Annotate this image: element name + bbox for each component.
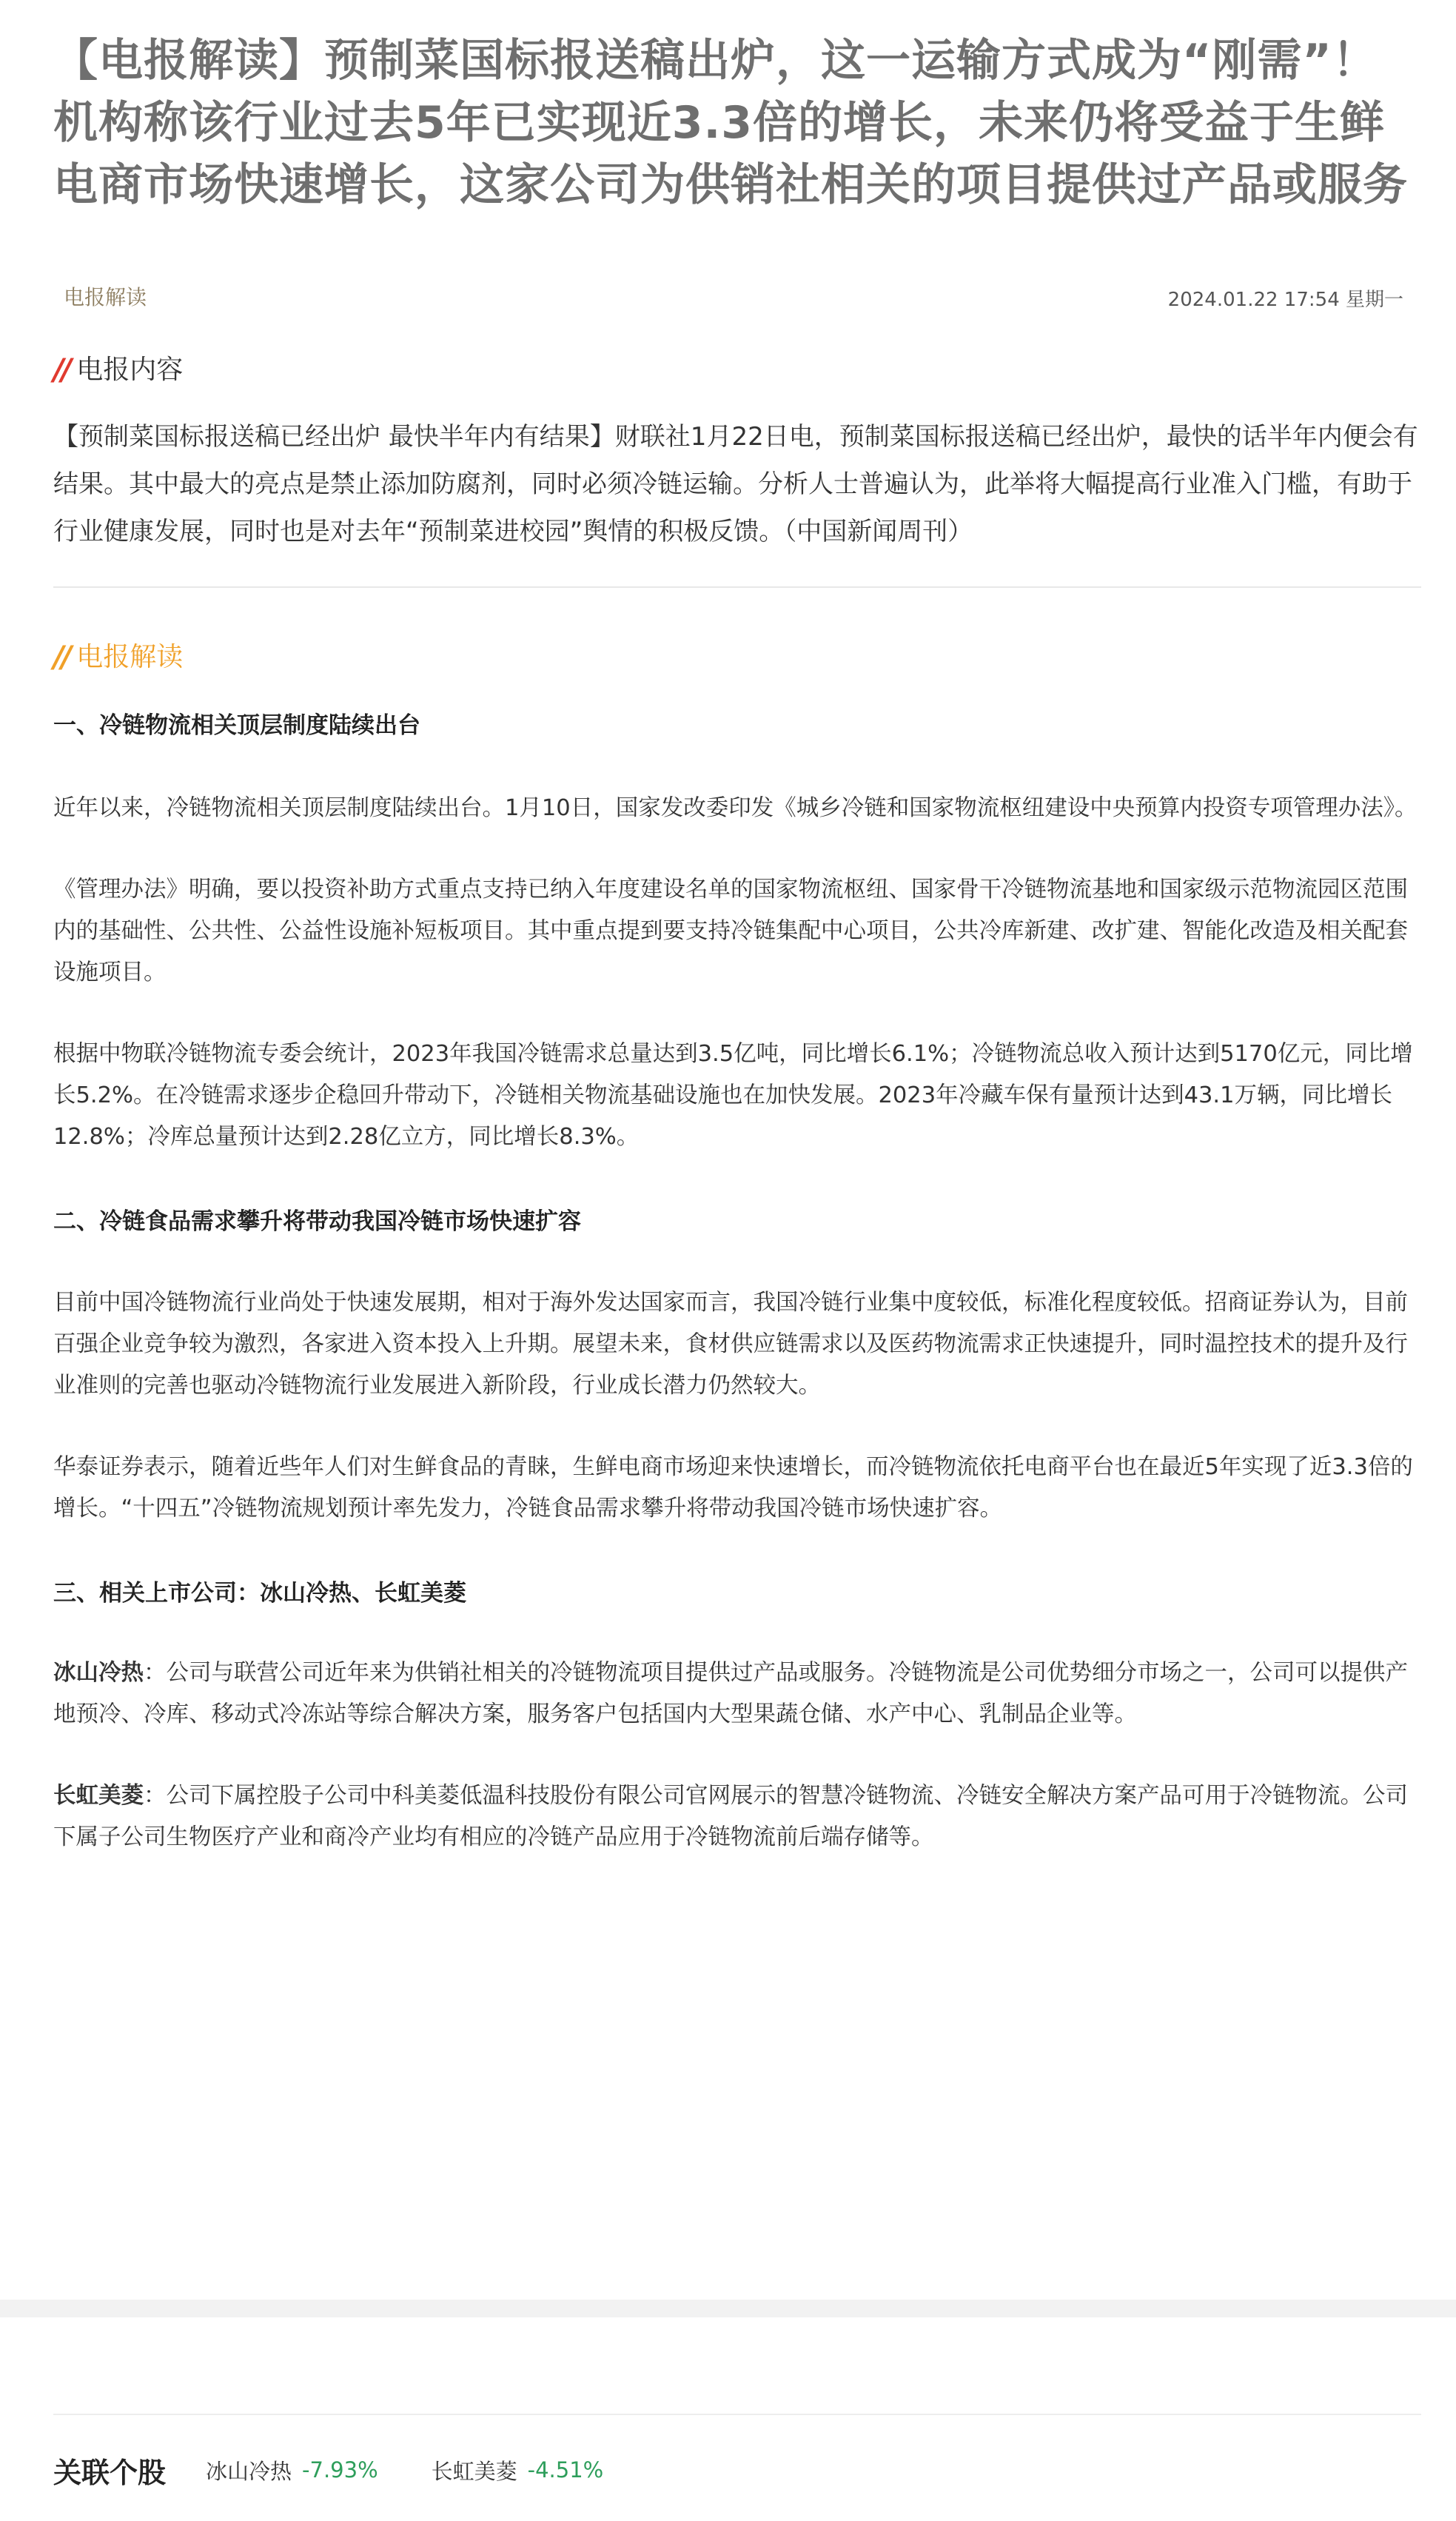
article-page — [53, 0, 1421, 1858]
analysis-section-heading — [53, 640, 1421, 675]
content-heading-text: 电报内容 — [76, 355, 184, 385]
category-tag[interactable]: 电报解读 — [64, 285, 147, 309]
company-meiling — [53, 1775, 1421, 1858]
stock-change: -7.93% — [302, 2457, 378, 2483]
company-bingshan — [53, 1653, 1421, 1735]
paragraph-5: 华泰证券表示，随着近些年人们对生鲜食品的青睐，生鲜电商市场迎来快速增长，而冷链物流依托电商平台也在最近5年实现了近3.3倍的增长。“十四五”冷链物流规划预计率先发力，冷链食品需求攀升将带动我国冷链市场快速扩容。 — [53, 1454, 1413, 1521]
company-desc-bingshan: ：公司与联营公司近年来为供销社相关的冷链物流项目提供过产品或服务。冷链物流是公司优势细分市场之一，公司可以提供产地预冷、冷库、移动式冷冻站等综合解决方案，服务客户包括国内大型果蔬仓储、水产中心、乳制品企业等。 — [53, 1660, 1408, 1727]
article-meta — [53, 274, 1421, 318]
section-divider — [53, 586, 1421, 588]
paragraph-1: 近年以来，冷链物流相关顶层制度陆续出台。1月10日，国家发改委印发《城乡冷链和国家物流枢纽建设中央预算内投资专项管理办法》。 — [53, 795, 1418, 821]
analysis-heading-text: 电报解读 — [76, 642, 184, 672]
paragraph-4: 目前中国冷链物流行业尚处于快速发展期，相对于海外发达国家而言，我国冷链行业集中度较低，标准化程度较低。招商证券认为，目前百强企业竞争较为激烈，各家进入资本投入上升期。展望未来，食材供应链需求以及医药物流需求正快速提升，同时温控技术的提升及行业准则的完善也驱动冷链物流行业发展进入新阶段，行业成长潜力仍然较大。 — [53, 1290, 1408, 1399]
company-desc-meiling: ：公司下属控股子公司中科美菱低温科技股份有限公司官网展示的智慧冷链物流、冷链安全解决方案产品可用于冷链物流。公司下属子公司生物医疗产业和商冷产业均有相应的冷链产品应用于冷链物流前后端存储等。 — [53, 1783, 1408, 1850]
paragraph-3: 根据中物联冷链物流专委会统计，2023年我国冷链需求总量达到3.5亿吨，同比增长6.1%；冷链物流总收入预计达到5170亿元，同比增长5.2%。在冷链需求逐步企稳回升带动下，冷链相关物流基础设施也在加快发展。2023年冷藏车保有量预计达到43.1万辆，同比增长12.8%；冷库总量预计达到2.28亿立方，同比增长8.3%。 — [53, 1041, 1413, 1150]
paragraph-2: 《管理办法》明确，要以投资补助方式重点支持已纳入年度建设名单的国家物流枢纽、国家骨干冷链物流基地和国家级示范物流园区范围内的基础性、公共性、公益性设施补短板项目。其中重点提到要支持冷链集配中心项目，公共冷库新建、改扩建、智能化改造及相关配套设施项目。 — [53, 877, 1408, 985]
stock-item-bingshan[interactable] — [206, 2455, 378, 2485]
stock-change: -4.51% — [527, 2457, 604, 2483]
telegraph-content: 【预制菜国标报送稿已经出炉 最快半年内有结果】财联社1月22日电，预制菜国标报送稿已经出炉，最快的话半年内便会有结果。其中最大的亮点是禁止添加防腐剂，同时必须冷链运输。分析人士普遍认为，此举将大幅提高行业准入门槛，有助于行业健康发展，同时也是对去年“预制菜进校园”舆情的积极反馈。（中国新闻周刊） — [53, 422, 1418, 546]
related-stocks-label: 关联个股 — [53, 2456, 167, 2489]
publish-datetime: 2024.01.22 17:54 星期一 — [1167, 289, 1403, 311]
company-name-meiling: 长虹美菱 — [53, 1783, 144, 1809]
subheading-1: 一、冷链物流相关顶层制度陆续出台 — [53, 712, 420, 739]
related-stocks-bar — [53, 2448, 657, 2492]
content-section-heading — [53, 352, 1421, 388]
double-slash-icon: // — [53, 640, 70, 674]
double-slash-icon: // — [53, 353, 70, 387]
footer-divider — [53, 2414, 1421, 2415]
stock-item-meiling[interactable] — [432, 2455, 604, 2485]
subheading-3: 三、相关上市公司：冰山冷热、长虹美菱 — [53, 1580, 466, 1607]
subheading-2: 二、冷链食品需求攀升将带动我国冷链市场快速扩容 — [53, 1208, 581, 1235]
article-title: 【电报解读】预制菜国标报送稿出炉，这一运输方式成为“刚需”！机构称该行业过去5年已实现近3.3倍的增长，未来仍将受益于生鲜电商市场快速增长，这家公司为供销社相关的项目提供过产品或服务 — [53, 35, 1408, 211]
footer-separator-band — [0, 2300, 1456, 2317]
company-name-bingshan: 冰山冷热 — [53, 1660, 144, 1686]
stock-name: 冰山冷热 — [206, 2458, 292, 2484]
stock-name: 长虹美菱 — [431, 2458, 517, 2484]
